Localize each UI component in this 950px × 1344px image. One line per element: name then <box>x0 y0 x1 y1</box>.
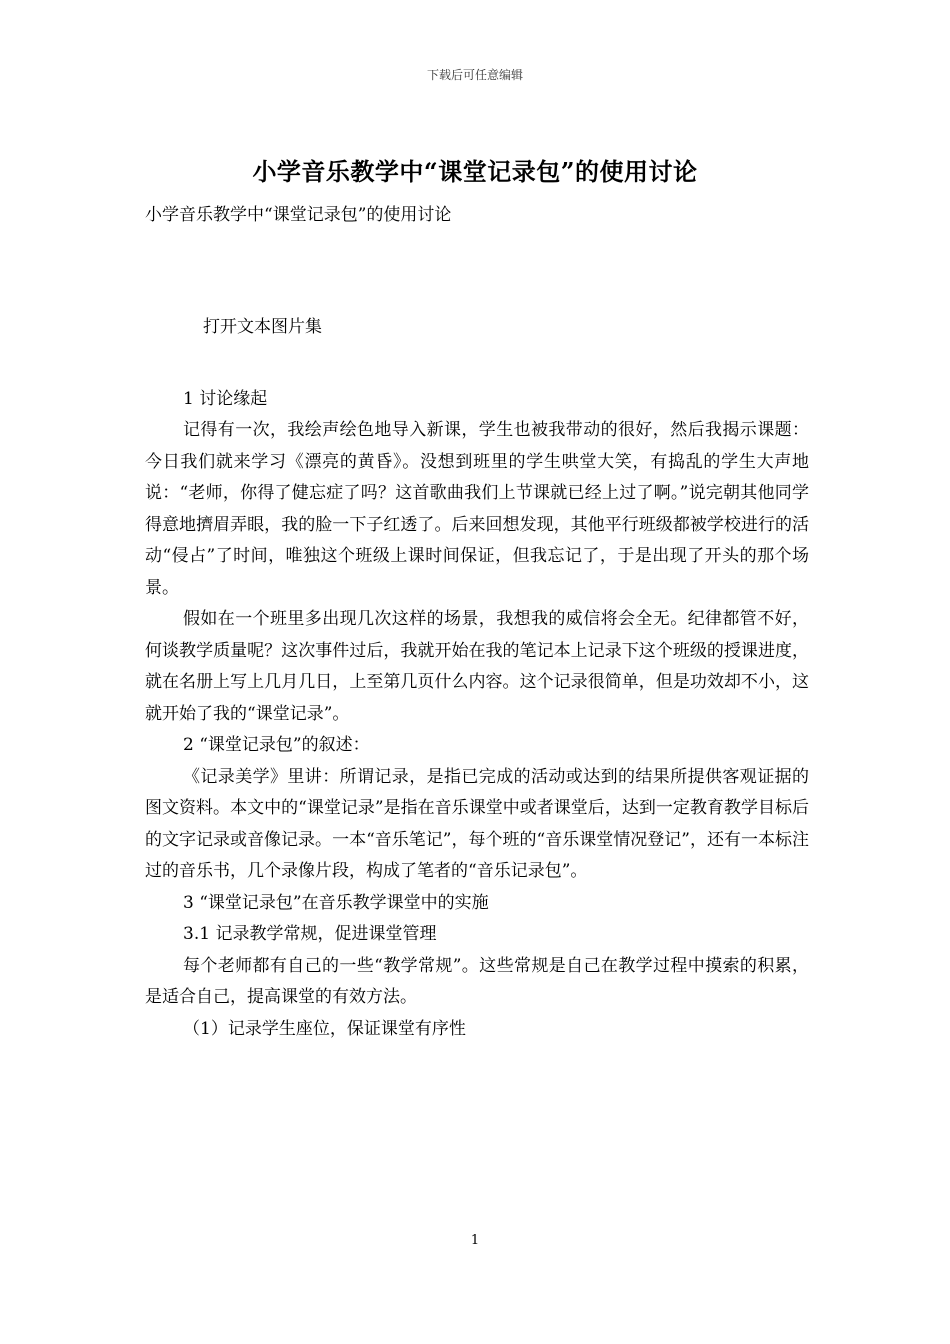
open-image-gallery-link[interactable]: 打开文本图片集 <box>203 317 322 337</box>
page-header: 下载后可任意编辑 <box>426 68 523 82</box>
section-heading-3: 3 “课堂记录包”在音乐教学课堂中的实施 <box>183 892 489 913</box>
document-body <box>145 312 809 1045</box>
section-heading-1: 1 讨论缘起 <box>183 388 268 409</box>
paragraph: 假如在一个班里多出现几次这样的场景，我想我的威信将会全无。纪律都管不好，何谈教学质量呢？这次事件过后，我就开始在我的笔记本上记录下这个班级的授课进度，就在名册上写上几月几日，上至第几页什么内容。这个记录很简单，但是功效却不小，这就开始了我的“课堂记录”。 <box>145 609 809 724</box>
document-subtitle: 小学音乐教学中“课堂记录包”的使用讨论 <box>145 205 452 225</box>
page-number: 1 <box>470 1233 480 1248</box>
paragraph: 每个老师都有自己的一些“教学常规”。这些常规是自己在教学过程中摸索的积累，是适合自己，提高课堂的有效方法。 <box>145 955 809 1007</box>
subsection-heading-3-1: 3.1 记录教学常规，促进课堂管理 <box>183 924 437 944</box>
paragraph: 《记录美学》里讲：所谓记录，是指已完成的活动或达到的结果所提供客观证据的图文资料。本文中的“课堂记录”是指在音乐课堂中或者课堂后，达到一定教育教学目标后的文字记录或音像记录。一本“音乐笔记”，每个班的“音乐课堂情况登记”，还有一本标注过的音乐书，几个录像片段，构成了笔者的“音乐记录包”。 <box>145 766 809 881</box>
paragraph: 记得有一次，我绘声绘色地导入新课，学生也被我带动的很好，然后我揭示课题：今日我们就来学习《漂亮的黄昏》。没想到班里的学生哄堂大笑，有捣乱的学生大声地说：“老师，你得了健忘症了吗？这首歌曲我们上节课就已经上过了啊。”说完朝其他同学得意地擠眉弄眼，我的脸一下子红透了。后来回想发现，其他平行班级都被学校进行的活动“侵占”了时间，唯独这个班级上课时间保证，但我忘记了，于是出现了开头的那个场景。 <box>145 420 809 598</box>
document-title: 小学音乐教学中“课堂记录包”的使用讨论 <box>252 157 698 186</box>
section-heading-2: 2 “课堂记录包”的叙述： <box>183 735 370 755</box>
list-item-heading: （1）记录学生座位，保证课堂有序性 <box>183 1018 466 1039</box>
